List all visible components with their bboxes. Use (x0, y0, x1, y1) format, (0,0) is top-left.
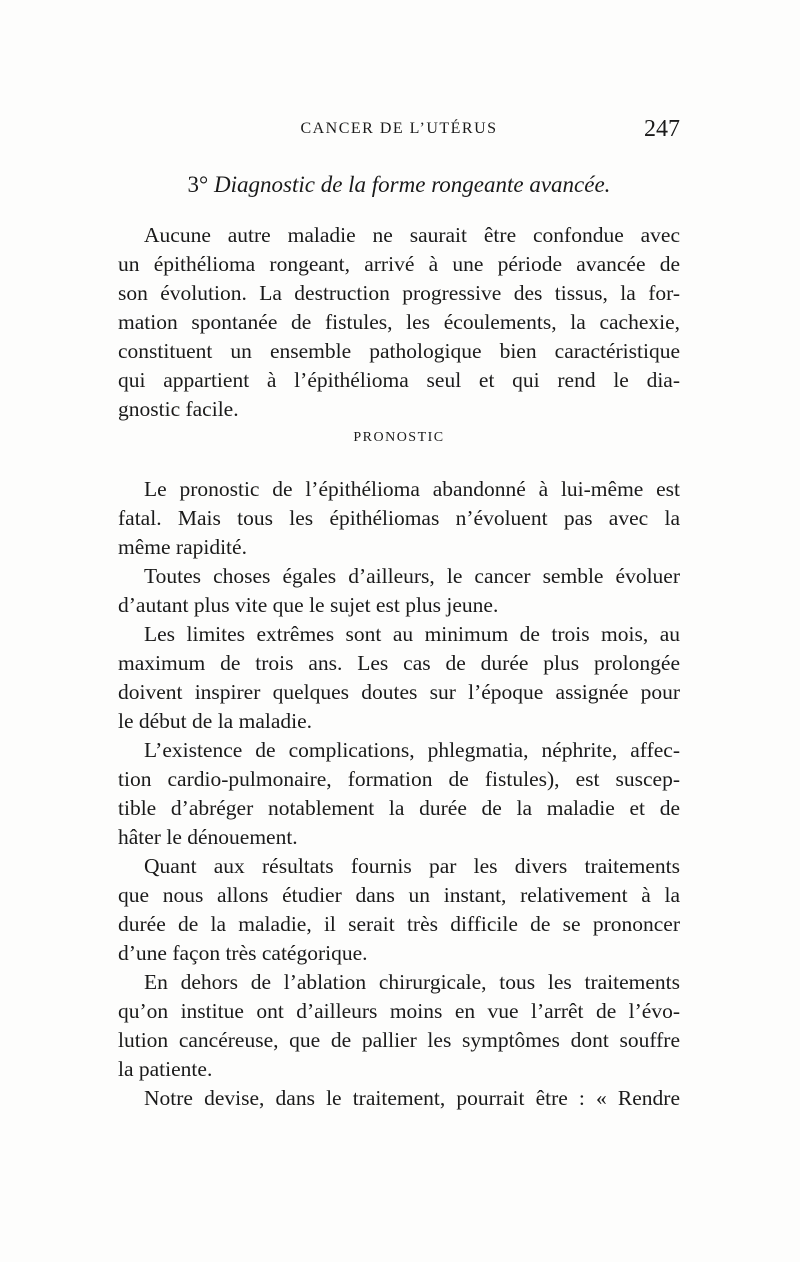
running-head (118, 116, 680, 144)
section-title (118, 172, 680, 198)
page-number: 247 (644, 116, 680, 142)
text-line: doivent inspirer quelques doutes sur l’époque assignée pour (118, 680, 680, 704)
text-line: le début de la maladie. (118, 709, 313, 733)
text-line: Les limites extrêmes sont au minimum de trois mois, au (144, 622, 680, 646)
section-number: 3° (187, 172, 209, 197)
text-line: qui appartient à l’épithélioma seul et qui rend le dia- (118, 368, 680, 392)
text-line: durée de la maladie, il serait très difficile de se prononcer (118, 912, 680, 936)
section-title-text: Diagnostic de la forme rongeante avancée. (214, 172, 611, 197)
text-line: un épithélioma rongeant, arrivé à une période avancée de (118, 252, 680, 276)
text-line: Toutes choses égales d’ailleurs, le cancer semble évoluer (144, 564, 680, 588)
text-line: même rapidité. (118, 535, 247, 559)
subheading-pronostic: PRONOSTIC (353, 430, 445, 445)
text-line: tion cardio-pulmonaire, formation de fistules), est suscep- (118, 767, 680, 791)
running-title: CANCER DE L’UTÉRUS (300, 120, 498, 137)
text-line: Notre devise, dans le traitement, pourrait être : « Rendre (144, 1086, 680, 1110)
text-line: son évolution. La destruction progressive des tissus, la for- (118, 281, 680, 305)
text-line: constituent un ensemble pathologique bien caractéristique (118, 339, 680, 363)
text-line: fatal. Mais tous les épithéliomas n’évoluent pas avec la (118, 506, 680, 530)
text-line: tible d’abréger notablement la durée de la maladie et de (118, 796, 680, 820)
text-line: L’existence de complications, phlegmatia, néphrite, affec- (144, 738, 680, 762)
text-line: hâter le dénouement. (118, 825, 298, 849)
text-line: En dehors de l’ablation chirurgicale, tous les traitements (144, 970, 680, 994)
text-line: maximum de trois ans. Les cas de durée plus prolongée (118, 651, 680, 675)
text-line: d’autant plus vite que le sujet est plus jeune. (118, 593, 499, 617)
text-line: Le pronostic de l’épithélioma abandonné à lui-même est (144, 477, 680, 501)
text-line: gnostic facile. (118, 397, 239, 421)
text-line: d’une façon très catégorique. (118, 941, 368, 965)
text-line: Quant aux résultats fournis par les divers traitements (144, 854, 680, 878)
text-line: Aucune autre maladie ne saurait être confondue avec (144, 223, 680, 247)
text-line: la patiente. (118, 1057, 213, 1081)
text-line: qu’on institue ont d’ailleurs moins en vue l’arrêt de l’évo- (118, 999, 680, 1023)
text-line: mation spontanée de fistules, les écoulements, la cachexie, (118, 310, 680, 334)
text-line: lution cancéreuse, que de pallier les symptômes dont souffre (118, 1028, 680, 1052)
text-line: que nous allons étudier dans un instant, relativement à la (118, 883, 680, 907)
